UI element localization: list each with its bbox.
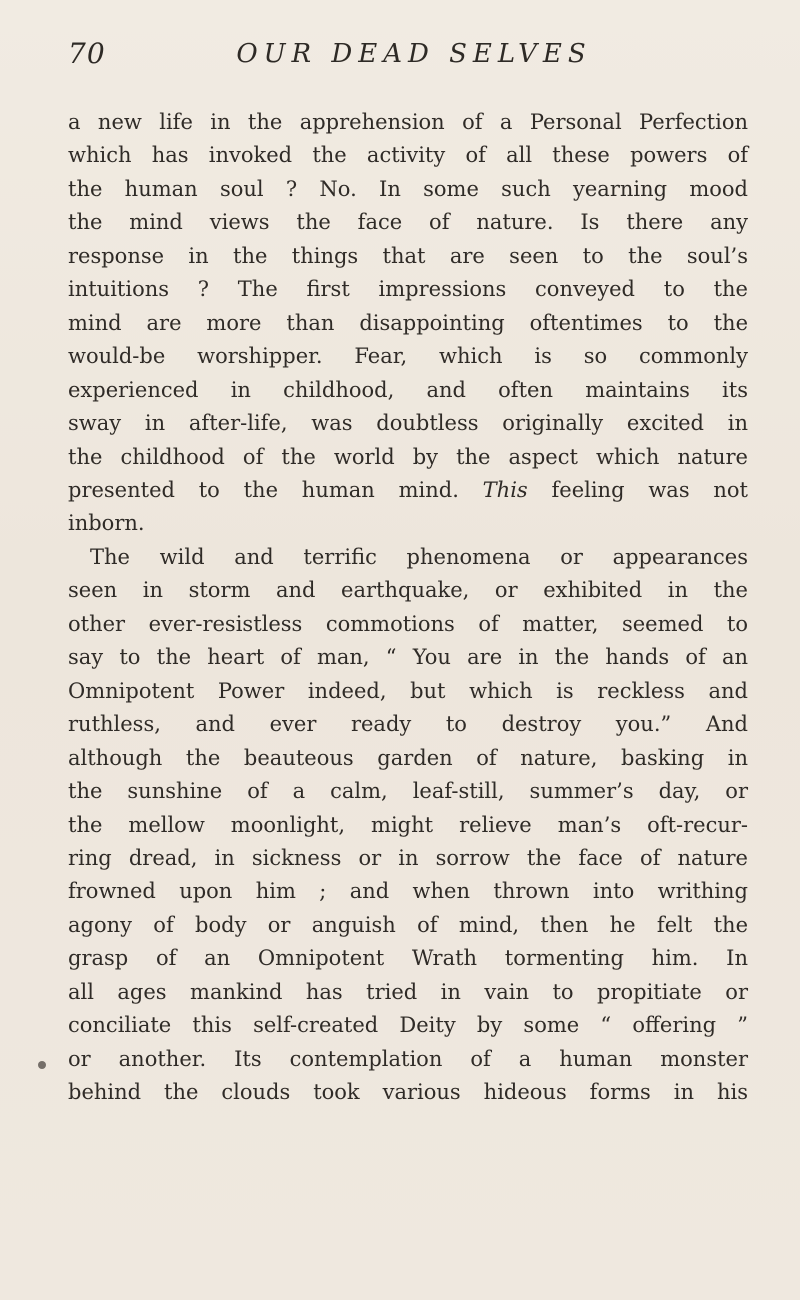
text-line: The wild and terrific phenomena or appearances [90,544,748,569]
text-line: other ever-resistless commotions of matter, seemed to [68,611,748,636]
text-line: a new life in the apprehension of a Personal Perfection [68,110,748,134]
text-line: conciliate this self-created Deity by some “ offering ” [68,1013,748,1038]
text-line: the mind views the face of nature. Is there any [68,210,748,235]
text-segment: presented to the human mind. [68,477,459,502]
text-line: all ages mankind has tried in vain to propitiate or [68,979,748,1004]
text-line: ruthless, and ever ready to destroy you.” And [68,712,748,737]
text-line: behind the clouds took various hideous forms in his [68,1080,748,1105]
text-line: inborn. [68,511,145,536]
text-line: ring dread, in sickness or in sorrow the face of nature [68,845,748,870]
text-line: although the beauteous garden of nature, basking in [68,745,748,770]
text-line: response in the things that are seen to the soul’s [68,243,748,268]
text-line: which has invoked the activity of all these powers of [68,143,748,168]
page-number: 70 [68,37,106,70]
paragraph-2 [68,541,748,1110]
text-line: the human soul ? No. In some such yearning mood [68,176,748,201]
page-header [68,34,750,74]
text-line: the sunshine of a calm, leaf-still, summer’s day, or [68,779,748,804]
text-line: sway in after-life, was doubtless originally excited in [68,411,748,436]
text-line: frowned upon him ; and when thrown into writhing [68,879,748,904]
text-line: would-be worshipper. Fear, which is so commonly [68,344,748,369]
text-line: intuitions ? The first impressions conveyed to the [68,277,748,302]
italic-word: This [482,477,528,502]
text-line: mind are more than disappointing oftentimes to the [68,310,748,335]
running-head: OUR DEAD SELVES [236,39,592,69]
text-segment: feeling was not [551,477,748,502]
text-line: say to the heart of man, “ You are in the hands of an [68,645,748,670]
text-line: agony of body or anguish of mind, then he felt the [68,912,748,937]
text-line: Omnipotent Power indeed, but which is reckless and [68,678,748,703]
body-text [68,106,748,1110]
text-line-with-italic [68,474,748,507]
text-line: seen in storm and earthquake, or exhibited in the [68,578,748,603]
text-line: grasp of an Omnipotent Wrath tormenting him. In [68,946,748,971]
margin-dot [38,1061,46,1069]
text-line: the childhood of the world by the aspect which nature [68,444,748,469]
text-line: the mellow moonlight, might relieve man’s oft-recur- [68,812,748,837]
text-line: experienced in childhood, and often maintains its [68,377,748,402]
text-line: or another. Its contemplation of a human monster [68,1046,748,1071]
paragraph-1 [68,106,748,541]
